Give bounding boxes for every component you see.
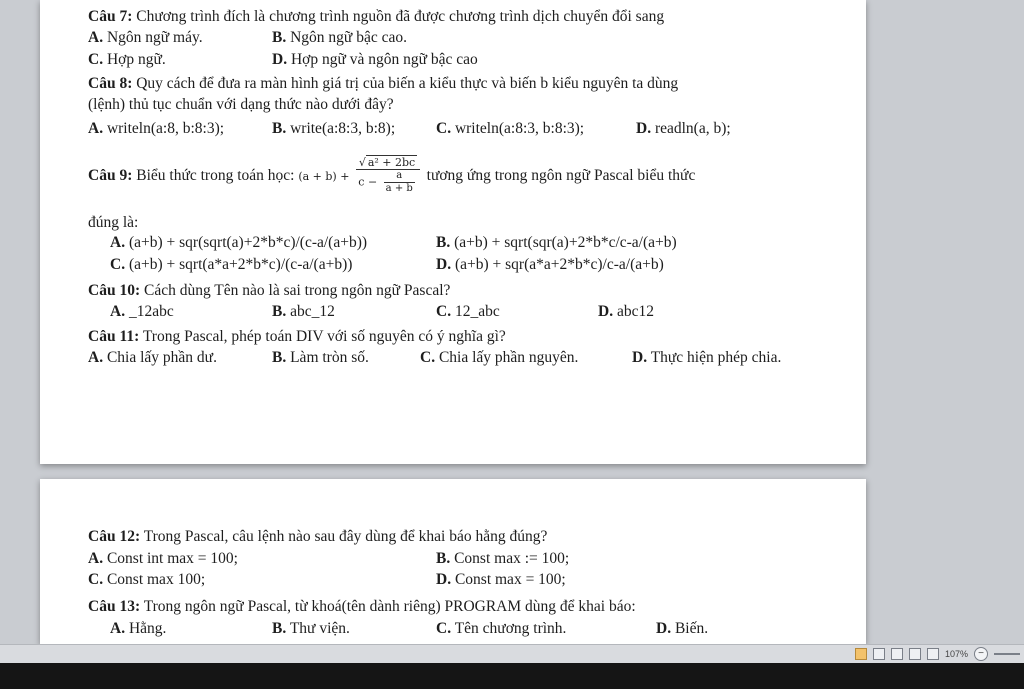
question-label: Câu 7: [88, 8, 133, 25]
question-text-after: tương ứng trong ngôn ngữ Pascal biểu thức [426, 167, 696, 184]
question-8 [88, 75, 678, 93]
option-b: B. Const max := 100; [436, 550, 570, 567]
option-c: C. Hợp ngữ. [88, 51, 166, 68]
print-layout-view-icon[interactable] [855, 648, 867, 660]
option-a: A. Hằng. [110, 620, 167, 637]
option-b: B. Thư viện. [272, 620, 350, 637]
option-d: D. Biến. [656, 620, 709, 637]
math-inner-fraction: $\frac{a}{a + b}$ [385, 170, 413, 195]
option-d: D. abc12 [598, 303, 654, 320]
question-label: Câu 13: [88, 598, 141, 615]
full-screen-reading-view-icon[interactable] [873, 648, 885, 660]
question-text: Quy cách để đưa ra màn hình giá trị của biến a kiểu thực và biến b kiểu nguyên ta dùng [136, 75, 679, 92]
question-label: Câu 10: [88, 282, 141, 299]
view-controls [855, 647, 1020, 661]
zoom-level[interactable]: 107% [944, 649, 968, 659]
option-c: C. writeln(a:8:3, b:8:3); [436, 120, 585, 137]
question-label: Câu 8: [88, 75, 133, 92]
option-a: A. Const int max = 100; [88, 550, 238, 567]
option-d: D. Thực hiện phép chia. [632, 349, 782, 366]
question-7 [88, 8, 664, 26]
question-9 [88, 146, 695, 206]
math-fraction: √ a² + 2bc c − $\frac{a}{a + b}$ [356, 157, 419, 195]
option-a: A. _12abc [110, 303, 174, 320]
option-b: B. write(a:8:3, b:8); [272, 120, 396, 137]
option-d: D. Const max = 100; [436, 571, 566, 588]
web-layout-view-icon[interactable] [891, 648, 903, 660]
question-9-continued: đúng là: [88, 214, 139, 231]
zoom-slider[interactable] [994, 653, 1020, 655]
question-label: Câu 11: [88, 328, 140, 345]
option-a: A. Chia lấy phần dư. [88, 349, 217, 366]
option-b: B. abc_12 [272, 303, 335, 320]
option-d: D. readln(a, b); [636, 120, 731, 137]
option-a: A. writeln(a:8, b:8:3); [88, 120, 225, 137]
option-b: B. (a+b) + sqrt(sqr(a)+2*b*c/c-a/(a+b) [436, 234, 677, 251]
taskbar [0, 663, 1024, 689]
question-10 [88, 282, 450, 300]
question-text: Trong Pascal, phép toán DIV với số nguyên có ý nghĩa gì? [142, 328, 506, 345]
question-text: Biểu thức trong toán học: [136, 167, 295, 184]
option-c: C. (a+b) + sqrt(a*a+2*b*c)/(c-a/(a+b)) [110, 256, 353, 273]
option-a: A. (a+b) + sqr(sqrt(a)+2*b*c)/(c-a/(a+b)) [110, 234, 368, 251]
question-11 [88, 328, 506, 346]
question-label: Câu 9: [88, 167, 133, 184]
zoom-out-button[interactable]: − [974, 647, 988, 661]
question-8-continued: (lệnh) thủ tục chuẩn với dạng thức nào dưới đây? [88, 96, 394, 113]
question-text: Cách dùng Tên nào là sai trong ngôn ngữ Pascal? [143, 282, 451, 299]
question-12 [88, 528, 547, 546]
option-c: C. Chia lấy phần nguyên. [420, 349, 579, 366]
question-13 [88, 598, 636, 616]
question-text: Chương trình đích là chương trình nguồn đã được chương trình dịch chuyển đổi sang [136, 8, 665, 25]
question-text: Trong Pascal, câu lệnh nào sau đây dùng để khai báo hằng đúng? [143, 528, 548, 545]
option-c: C. Tên chương trình. [436, 620, 567, 637]
question-text: Trong ngôn ngữ Pascal, từ khoá(tên dành riêng) PROGRAM dùng để khai báo: [143, 598, 636, 615]
status-bar [0, 644, 1024, 664]
outline-view-icon[interactable] [909, 648, 921, 660]
document-page-2 [40, 479, 866, 644]
option-a: A. Ngôn ngữ máy. [88, 29, 203, 46]
option-c: C. Const max 100; [88, 571, 206, 588]
draft-view-icon[interactable] [927, 648, 939, 660]
option-d: D. Hợp ngữ và ngôn ngữ bậc cao [272, 51, 478, 68]
option-d: D. (a+b) + sqr(a*a+2*b*c)/c-a/(a+b) [436, 256, 664, 273]
math-denominator-left: c − [358, 175, 378, 189]
question-label: Câu 12: [88, 528, 141, 545]
option-b: B. Ngôn ngữ bậc cao. [272, 29, 407, 46]
option-b: B. Làm tròn số. [272, 349, 369, 366]
math-expression-left: (a + b) + [298, 170, 350, 183]
math-numerator: a² + 2bc [367, 156, 416, 170]
document-page-1 [40, 0, 866, 464]
option-c: C. 12_abc [436, 303, 500, 320]
